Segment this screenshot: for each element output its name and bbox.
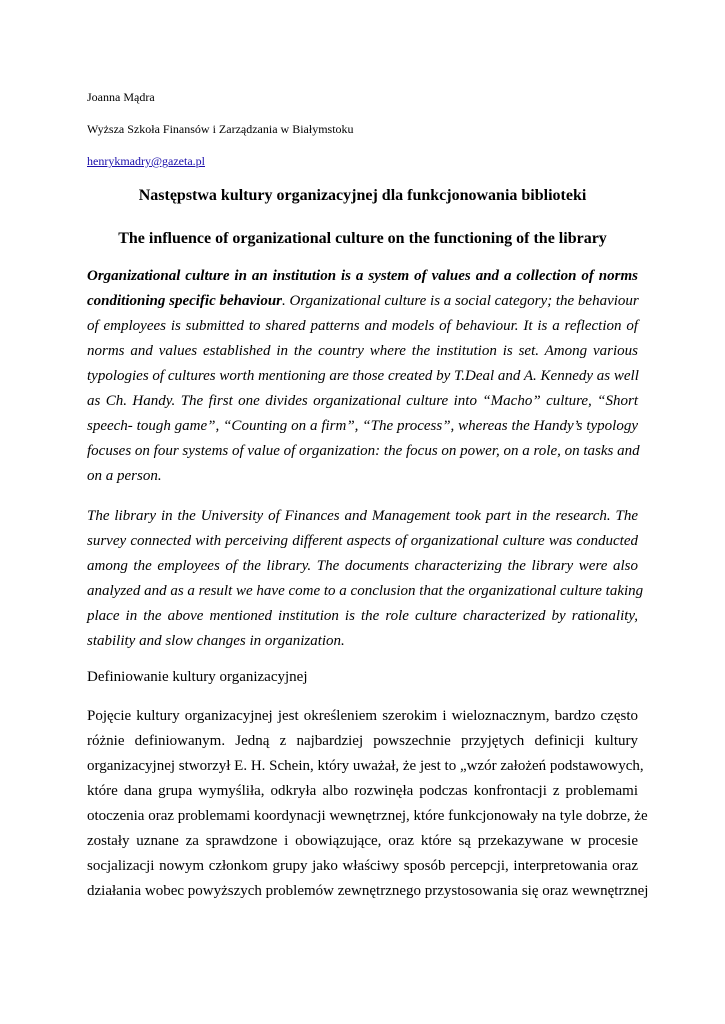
body-paragraph — [87, 706, 649, 906]
affiliation: Wyższa Szkoła Finansów i Zarządzania w Białymstoku — [87, 122, 354, 136]
body-line: zostały uznane za sprawdzone i obowiązujące, oraz które są przekazywane w procesie — [87, 833, 638, 849]
title-polish: Następstwa kultury organizacyjnej dla funkcjonowania biblioteki — [138, 187, 587, 204]
body-line: socjalizacji nowym członkom grupy jako właściwy sposób percepcji, interpretowania oraz — [87, 858, 638, 874]
abstract-line — [87, 291, 638, 311]
abstract-line: norms and values established in the country where the institution is set. Among various — [87, 343, 638, 359]
body-line: działania wobec powyższych problemów zewnętrznego przystosowania się oraz wewnętrznej — [87, 883, 649, 899]
author-name: Joanna Mądra — [87, 90, 155, 104]
abstract-line: place in the above mentioned institution is the role culture characterized by rationality, — [87, 608, 638, 624]
abstract-line: speech- tough game”, “Counting on a firm”, “The process”, whereas the Handy’s typology — [87, 418, 638, 434]
body-line: które dana grupa wymyśliła, odkryła albo rozwinęła podczas konfrontacji z problemami — [87, 783, 638, 799]
abstract-line: The library in the University of Finances and Management took part in the research. The — [87, 508, 638, 524]
abstract-line: on a person. — [87, 468, 162, 484]
abstract-line: as Ch. Handy. The first one divides organizational culture into “Macho” culture, “Short — [87, 393, 638, 409]
body-line: Pojęcie kultury organizacyjnej jest określeniem szerokim i wieloznacznym, bardzo często — [87, 708, 638, 724]
section-heading: Definiowanie kultury organizacyjnej — [87, 669, 308, 685]
body-line: organizacyjnej stworzył E. H. Schein, który uważał, że jest to „wzór założeń podstawowych, — [87, 758, 644, 774]
email-link[interactable]: henrykmadry@gazeta.pl — [87, 154, 206, 168]
body-line: różnie definiowanym. Jedną z najbardziej powszechnie przyjętych definicji kultury — [87, 733, 638, 749]
abstract-bold-phrase: conditioning specific behaviour — [87, 293, 282, 309]
abstract-paragraph-2 — [87, 506, 644, 656]
title-english: The influence of organizational culture on the functioning of the library — [118, 230, 607, 247]
abstract-line: focuses on four systems of value of organization: the focus on power, on a role, on tasks and — [87, 443, 640, 459]
abstract-paragraph-1 — [87, 266, 638, 496]
abstract-line-rest: . Organizational culture is a social category; the behaviour — [282, 293, 639, 309]
body-line: otoczenia oraz problemami koordynacji wewnętrznej, które funkcjonowały na tyle dobrze, że — [87, 808, 648, 824]
abstract-line: Organizational culture in an institution is a system of values and a collection of norms — [87, 268, 638, 284]
abstract-line: analyzed and as a result we have come to a conclusion that the organizational culture taking — [87, 583, 644, 599]
abstract-line: typologies of cultures worth mentioning are those created by T.Deal and A. Kennedy as well — [87, 368, 639, 384]
abstract-line: survey connected with perceiving different aspects of organizational culture was conducted — [87, 533, 638, 549]
abstract-line: of employees is submitted to shared patterns and models of behaviour. It is a reflection of — [87, 318, 638, 334]
abstract-line: stability and slow changes in organization. — [87, 633, 345, 649]
abstract-line: among the employees of the library. The documents characterizing the library were also — [87, 558, 638, 574]
